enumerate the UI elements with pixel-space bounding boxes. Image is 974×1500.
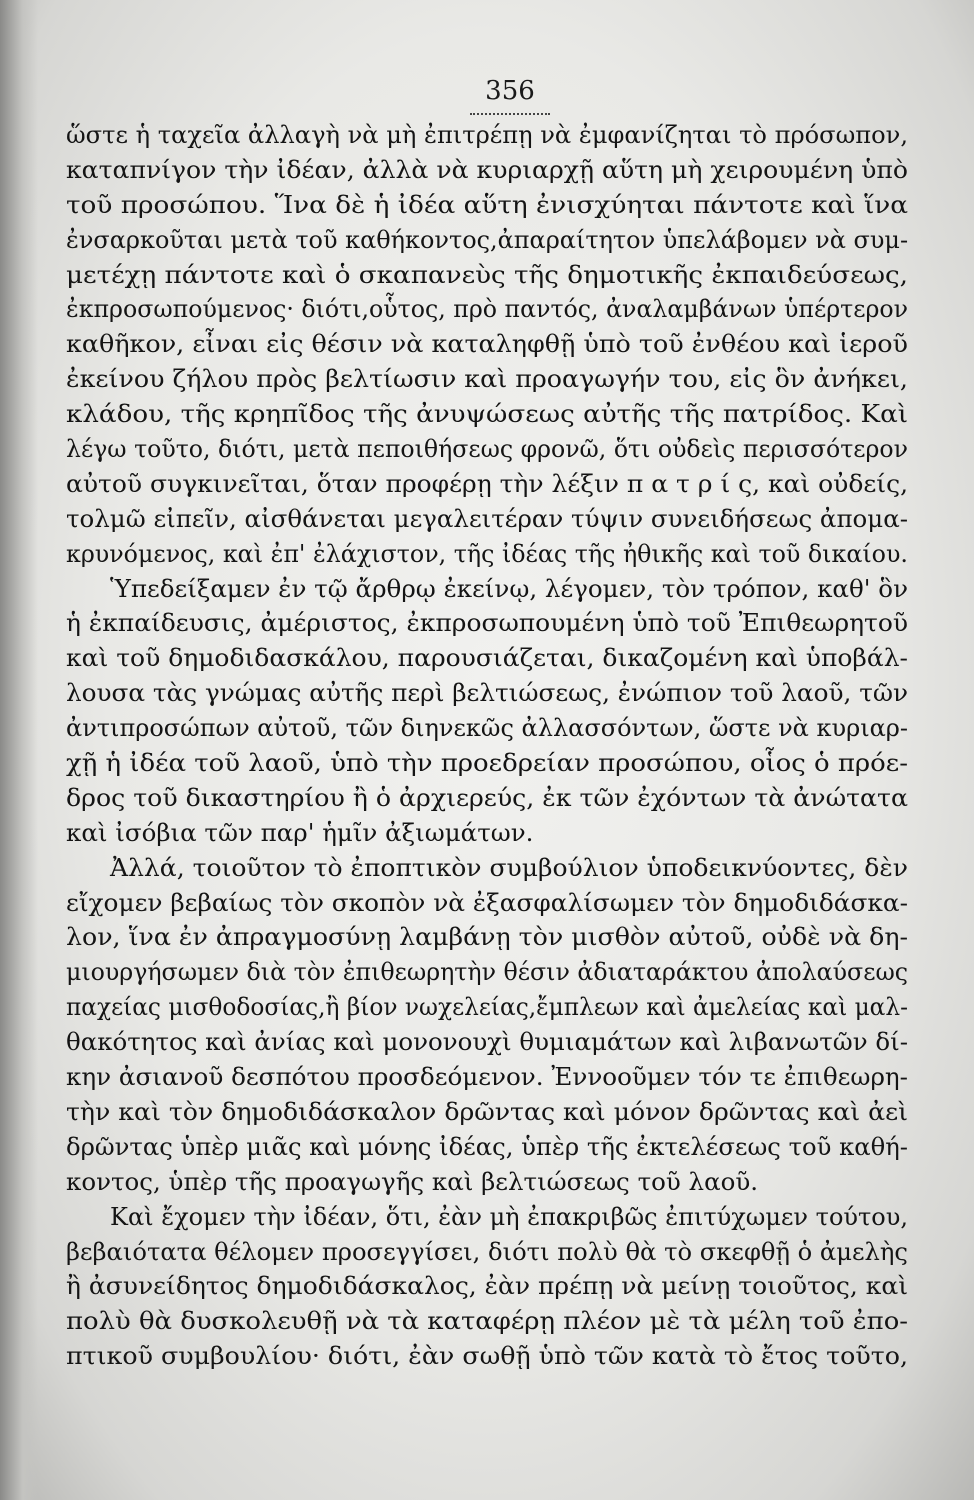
text-line: λουσα τὰς γνώμας αὐτῆς περὶ βελτιώσεως, ἐνώπιον τοῦ λαοῦ, τῶν <box>66 678 908 708</box>
text-line: ἡ ἐκπαίδευσις, ἀμέριστος, ἐκπροσωπουμένη ὑπὸ τοῦ Ἐπιθεωρητοῦ <box>66 608 908 638</box>
page-number: 356 <box>485 76 535 106</box>
page-number-rule <box>470 113 550 115</box>
text-line: λέγω τοῦτο, διότι, μετὰ πεποιθήσεως φρονῶ, ὅτι οὐδεὶς περισσότερον <box>66 434 908 464</box>
text-line: δρος τοῦ δικαστηρίου ἢ ὁ ἀρχιερεύς, ἐκ τῶν ἐχόντων τὰ ἀνώτατα <box>66 782 908 812</box>
text-line: καταπνίγον τὴν ἰδέαν, ἀλλὰ νὰ κυριαρχῇ αὕτη μὴ χειρουμένη ὑπὸ <box>66 154 908 184</box>
text-line: πολὺ θὰ δυσκολευθῇ νὰ τὰ καταφέρῃ πλέον μὲ τὰ μέλη τοῦ ἐπο- <box>66 1306 908 1336</box>
text-line: μιουργήσωμεν διὰ τὸν ἐπιθεωρητὴν θέσιν ἀδιαταράκτου ἀπολαύσεως <box>66 957 908 987</box>
text-line: ἐνσαρκοῦται μετὰ τοῦ καθήκοντος,ἀπαραίτητον ὑπελάβομεν νὰ συμ- <box>66 224 908 254</box>
text-line: ἀντιπροσώπων αὐτοῦ, τῶν διηνεκῶς ἀλλασσόντων, ὥστε νὰ κυριαρ- <box>66 713 908 743</box>
text-line: θακότητος καὶ ἀνίας καὶ μονονουχὶ θυμιαμάτων καὶ λιβανωτῶν δί- <box>66 1027 908 1057</box>
text-line: τολμῶ εἰπεῖν, αἰσθάνεται μεγαλειτέραν τύψιν συνειδήσεως ἀπομα- <box>66 503 908 533</box>
body-text <box>66 118 908 1374</box>
text-line: μετέχῃ πάντοτε καὶ ὁ σκαπανεὺς τῆς δημοτικῆς ἐκπαιδεύσεως, <box>66 259 908 289</box>
text-line: βεβαιότατα θέλομεν προσεγγίσει, διότι πολὺ θὰ τὸ σκεφθῇ ὁ ἀμελὴς <box>66 1236 908 1266</box>
text-line: κην ἀσιανοῦ δεσπότου προσδεόμενον. Ἐννοοῦμεν τόν τε ἐπιθεωρη- <box>66 1062 908 1092</box>
text-line: δρῶντας ὑπὲρ μιᾶς καὶ μόνης ἰδέας, ὑπὲρ τῆς ἐκτελέσεως τοῦ καθή- <box>66 1131 908 1161</box>
text-line: ἐκπροσωπούμενος· διότι,οὗτος, πρὸ παντός, ἀναλαμβάνων ὑπέρτερον <box>66 294 908 324</box>
text-line: κλάδου, τῆς κρηπῖδος τῆς ἀνυψώσεως αὐτῆς τῆς πατρίδος. Καὶ <box>66 399 908 429</box>
text-line: πτικοῦ συμβουλίου· διότι, ἐὰν σωθῇ ὑπὸ τῶν κατὰ τὸ ἔτος τοῦτο, <box>66 1341 908 1371</box>
text-line: λον, ἵνα ἐν ἀπραγμοσύνῃ λαμβάνῃ τὸν μισθὸν αὐτοῦ, οὐδὲ νὰ δη- <box>66 922 908 952</box>
text-line: καὶ τοῦ δημοδιδασκάλου, παρουσιάζεται, δικαζομένη καὶ ὑποβάλ- <box>66 643 908 673</box>
text-line: τοῦ προσώπου. Ἵνα δὲ ἡ ἰδέα αὕτη ἐνισχύηται πάντοτε καὶ ἵνα <box>66 189 908 219</box>
text-line: εἴχομεν βεβαίως τὸν σκοπὸν νὰ ἐξασφαλίσωμεν τὸν δημοδιδάσκα- <box>66 887 908 917</box>
text-line: τὴν καὶ τὸν δημοδιδάσκαλον δρῶντας καὶ μόνον δρῶντας καὶ ἀεὶ <box>66 1096 908 1126</box>
text-line: παχείας μισθοδοσίας,ἢ βίον νωχελείας,ἔμπλεων καὶ ἀμελείας καὶ μαλ- <box>66 992 908 1022</box>
text-line: ὥστε ἡ ταχεῖα ἀλλαγὴ νὰ μὴ ἐπιτρέπῃ νὰ ἐμφανίζηται τὸ πρόσωπον, <box>66 120 908 149</box>
text-line: καὶ ἰσόβια τῶν παρ' ἡμῖν ἀξιωμάτων. <box>66 817 534 847</box>
text-line: Ὑπεδείξαμεν ἐν τῷ ἄρθρῳ ἐκείνῳ, λέγομεν, τὸν τρόπον, καθ' ὃν <box>110 573 908 603</box>
text-line: κρυνόμενος, καὶ ἐπ' ἐλάχιστον, τῆς ἰδέας τῆς ἠθικῆς καὶ τοῦ δικαίου. <box>66 538 908 568</box>
text-line: Καὶ ἔχομεν τὴν ἰδέαν, ὅτι, ἐὰν μὴ ἐπακριβῶς ἐπιτύχωμεν τούτου, <box>110 1201 908 1231</box>
text-line: χῇ ἡ ἰδέα τοῦ λαοῦ, ὑπὸ τὴν προεδρείαν προσώπου, οἷος ὁ πρόε- <box>66 748 908 778</box>
text-line: καθῆκον, εἶναι εἰς θέσιν νὰ καταληφθῇ ὑπὸ τοῦ ἐνθέου καὶ ἱεροῦ <box>66 329 908 359</box>
text-line: Ἀλλά, τοιοῦτον τὸ ἐποπτικὸν συμβούλιον ὑποδεικνύοντες, δὲν <box>110 852 908 882</box>
text-line: κοντος, ὑπὲρ τῆς προαγωγῆς καὶ βελτιώσεως τοῦ λαοῦ. <box>66 1166 759 1196</box>
text-line: αὐτοῦ συγκινεῖται, ὅταν προφέρῃ τὴν λέξιν π α τ ρ ί ς, καὶ οὐδείς, <box>66 468 908 498</box>
binding-shadow <box>0 0 38 1500</box>
text-line: ἐκείνου ζήλου πρὸς βελτίωσιν καὶ προαγωγήν του, εἰς ὃν ἀνήκει, <box>66 364 908 394</box>
text-line: ἢ ἀσυνείδητος δημοδιδάσκαλος, ἐὰν πρέπῃ νὰ μείνῃ τοιοῦτος, καὶ <box>66 1271 908 1301</box>
